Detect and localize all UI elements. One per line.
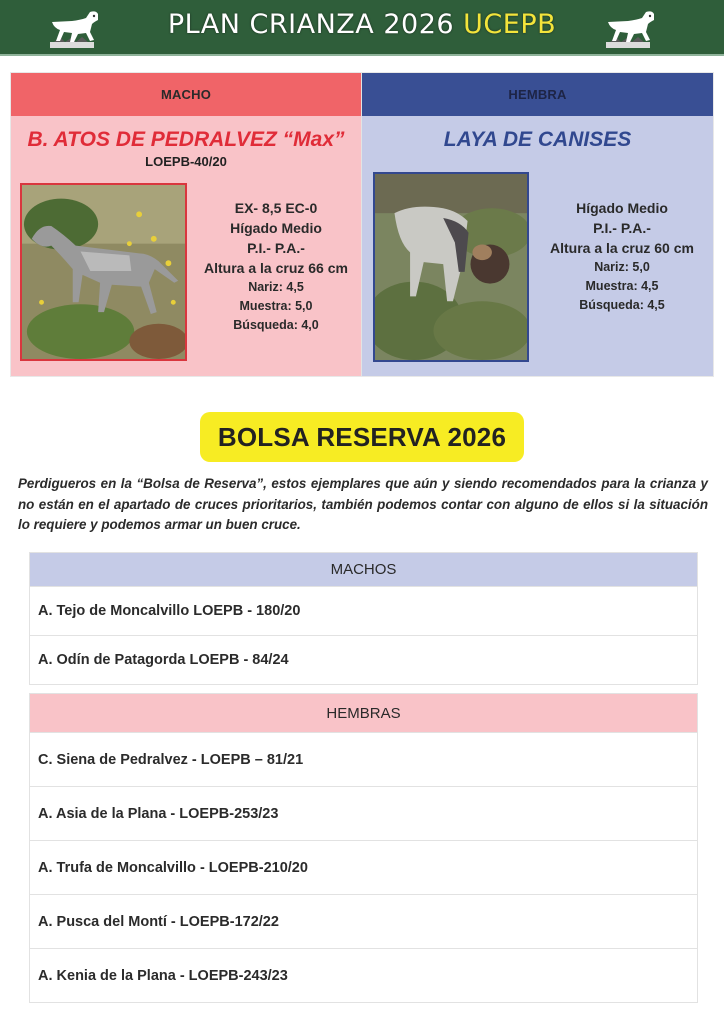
list-item: A. Kenia de la Plana - LOEPB-243/23: [30, 948, 697, 1002]
stat-line: EX- 8,5 EC-0: [234, 200, 318, 216]
macho-name: B. ATOS DE PEDRALVEZ “Max”: [27, 128, 345, 151]
macho-column: [11, 73, 362, 376]
reserve-title-badge: BOLSA RESERVA 2026: [200, 412, 524, 462]
stat-line: Nariz: 5,0: [594, 260, 650, 274]
hembra-header: HEMBRA: [362, 73, 713, 116]
stat-line: Hígado Medio: [230, 220, 322, 236]
stat-line: Muestra: 4,5: [585, 279, 659, 293]
stat-line: Altura a la cruz 66 cm: [204, 260, 348, 276]
stat-line: Nariz: 4,5: [248, 280, 304, 294]
breeding-pair-table: [10, 72, 714, 377]
reserve-intro: Perdigueros en la “Bolsa de Reserva”, estos ejemplares que aún y siendo recomendados para la crianza y no están en el apartado de cruces prioritarios, también podemos contar con alguno de ellos si la situación lo requiere y podemos armar un buen cruce.: [18, 476, 708, 532]
machos-list: [29, 552, 698, 685]
stat-line: Búsqueda: 4,0: [233, 318, 319, 332]
macho-registration: LOEPB-40/20: [145, 154, 227, 169]
macho-photo: [20, 183, 187, 361]
stat-line: P.I.- P.A.-: [247, 240, 305, 256]
stat-line: Altura a la cruz 60 cm: [550, 240, 694, 256]
list-item: A. Trufa de Moncalvillo - LOEPB-210/20: [30, 840, 697, 894]
stat-line: Muestra: 5,0: [239, 299, 313, 313]
hembra-column: [362, 73, 713, 376]
list-item: A. Asia de la Plana - LOEPB-253/23: [30, 786, 697, 840]
macho-header: MACHO: [11, 73, 361, 116]
stat-line: Búsqueda: 4,5: [579, 298, 665, 312]
title-text: PLAN CRIANZA 2026: [167, 9, 455, 40]
hembra-photo: [373, 172, 529, 362]
list-item: C. Siena de Pedralvez - LOEPB – 81/21: [30, 732, 697, 786]
title-accent: UCEPB: [463, 9, 557, 40]
hembra-name: LAYA DE CANISES: [443, 128, 632, 151]
hembras-heading: HEMBRAS: [30, 694, 697, 732]
list-item: A. Odín de Patagorda LOEPB - 84/24: [30, 635, 697, 684]
machos-heading: MACHOS: [30, 553, 697, 586]
list-item: A. Pusca del Montí - LOEPB-172/22: [30, 894, 697, 948]
macho-stats: [193, 198, 359, 335]
pointer-dog-icon: [604, 8, 660, 50]
hembras-list: [29, 693, 698, 1003]
stat-line: P.I.- P.A.-: [593, 220, 651, 236]
stat-line: Hígado Medio: [576, 200, 668, 216]
header-banner: [0, 0, 724, 56]
hembra-stats: [532, 198, 712, 315]
list-item: A. Tejo de Moncalvillo LOEPB - 180/20: [30, 586, 697, 635]
